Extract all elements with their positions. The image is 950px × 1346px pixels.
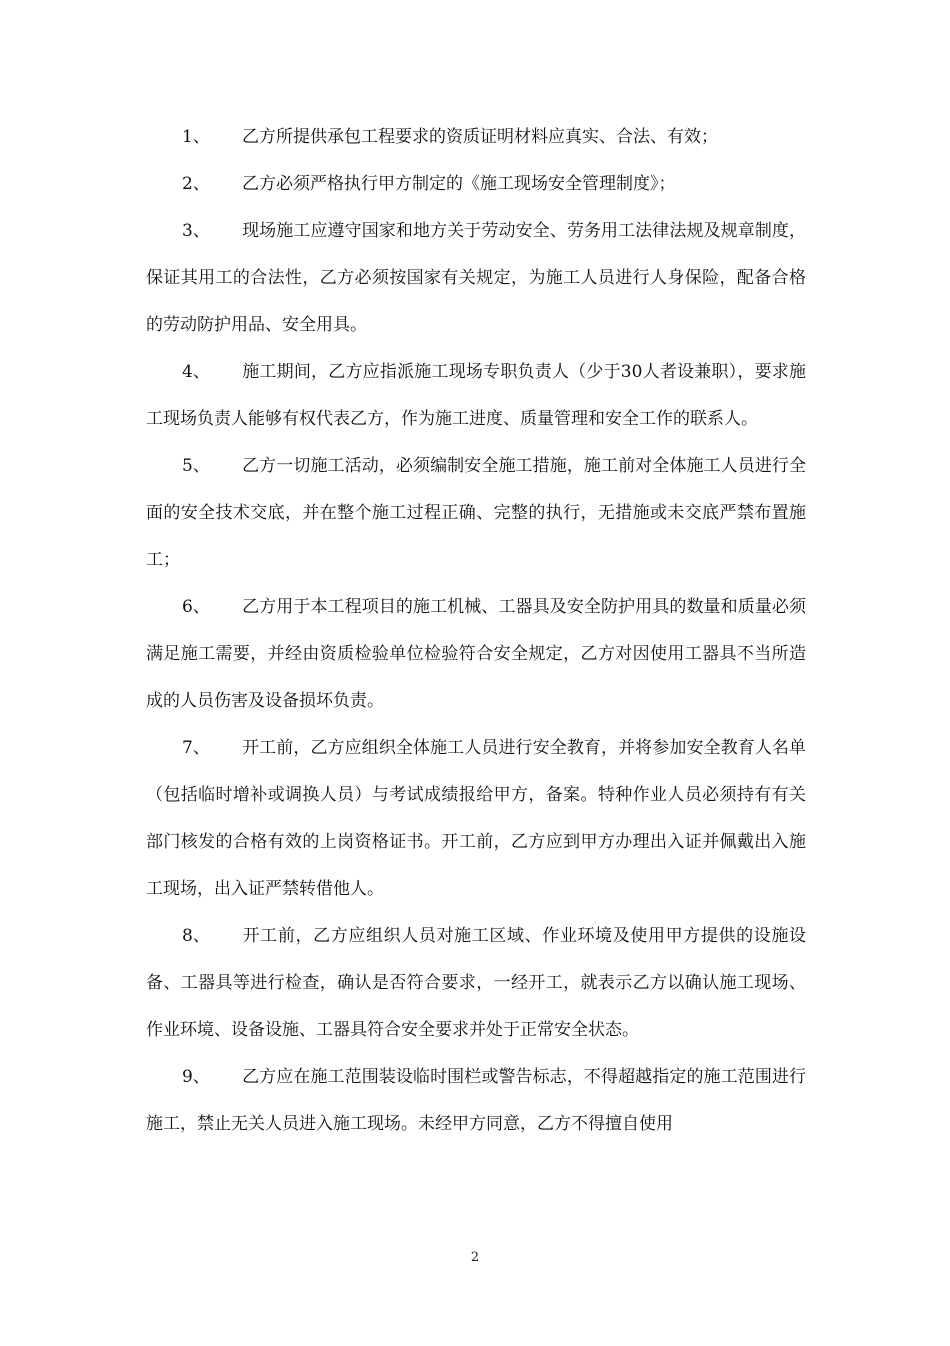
paragraph-number: 2、 xyxy=(182,174,210,194)
paragraph-number: 6、 xyxy=(182,597,210,617)
document-body xyxy=(146,114,806,1148)
paragraph-text: 开工前，乙方应组织人员对施工区域、作业环境及使用甲方提供的设施设备、工器具等进行检查，确认是否符合要求，一经开工，就表示乙方以确认施工现场、作业环境、设备设施、工器具符合安全要求并处于正常安全状态。 xyxy=(146,926,806,1040)
paragraph-number: 7、 xyxy=(182,738,210,758)
paragraph-text: 乙方应在施工范围装设临时围栏或警告标志，不得超越指定的施工范围进行施工，禁止无关人员进入施工现场。未经甲方同意，乙方不得擅自使用 xyxy=(146,1067,806,1134)
paragraph-number: 1、 xyxy=(182,127,210,147)
paragraph-text: 乙方所提供承包工程要求的资质证明材料应真实、合法、有效； xyxy=(242,127,718,147)
paragraph-6 xyxy=(146,584,806,725)
paragraph-7 xyxy=(146,725,806,913)
paragraph-1 xyxy=(146,114,806,161)
paragraph-5 xyxy=(146,443,806,584)
paragraph-number: 8、 xyxy=(182,926,210,946)
paragraph-2 xyxy=(146,161,806,208)
paragraph-text: 施工期间，乙方应指派施工现场专职负责人（少于30人者设兼职），要求施工现场负责人能够有权代表乙方，作为施工进度、质量管理和安全工作的联系人。 xyxy=(146,362,806,429)
paragraph-text: 乙方必须严格执行甲方制定的《施工现场安全管理制度》； xyxy=(242,174,676,194)
paragraph-text: 乙方一切施工活动，必须编制安全施工措施，施工前对全体施工人员进行全面的安全技术交底，并在整个施工过程正确、完整的执行，无措施或未交底严禁布置施工； xyxy=(146,456,806,570)
page-number: 2 xyxy=(470,1250,480,1265)
paragraph-9 xyxy=(146,1054,806,1148)
paragraph-number: 4、 xyxy=(182,362,210,382)
paragraph-8 xyxy=(146,913,806,1054)
paragraph-text: 现场施工应遵守国家和地方关于劳动安全、劳务用工法律法规及规章制度，保证其用工的合法性，乙方必须按国家有关规定，为施工人员进行人身保险，配备合格的劳动防护用品、安全用具。 xyxy=(146,221,806,335)
paragraph-3 xyxy=(146,208,806,349)
paragraph-number: 3、 xyxy=(182,221,210,241)
paragraph-4 xyxy=(146,349,806,443)
paragraph-text: 开工前，乙方应组织全体施工人员进行安全教育，并将参加安全教育人名单（包括临时增补或调换人员）与考试成绩报给甲方，备案。特种作业人员必须持有有关部门核发的合格有效的上岗资格证书。开工前，乙方应到甲方办理出入证并佩戴出入施工现场，出入证严禁转借他人。 xyxy=(146,738,806,899)
paragraph-number: 5、 xyxy=(182,456,210,476)
paragraph-number: 9、 xyxy=(182,1067,210,1087)
paragraph-text: 乙方用于本工程项目的施工机械、工器具及安全防护用具的数量和质量必须满足施工需要，并经由资质检验单位检验符合安全规定，乙方对因使用工器具不当所造成的人员伤害及设备损坏负责。 xyxy=(146,597,806,711)
